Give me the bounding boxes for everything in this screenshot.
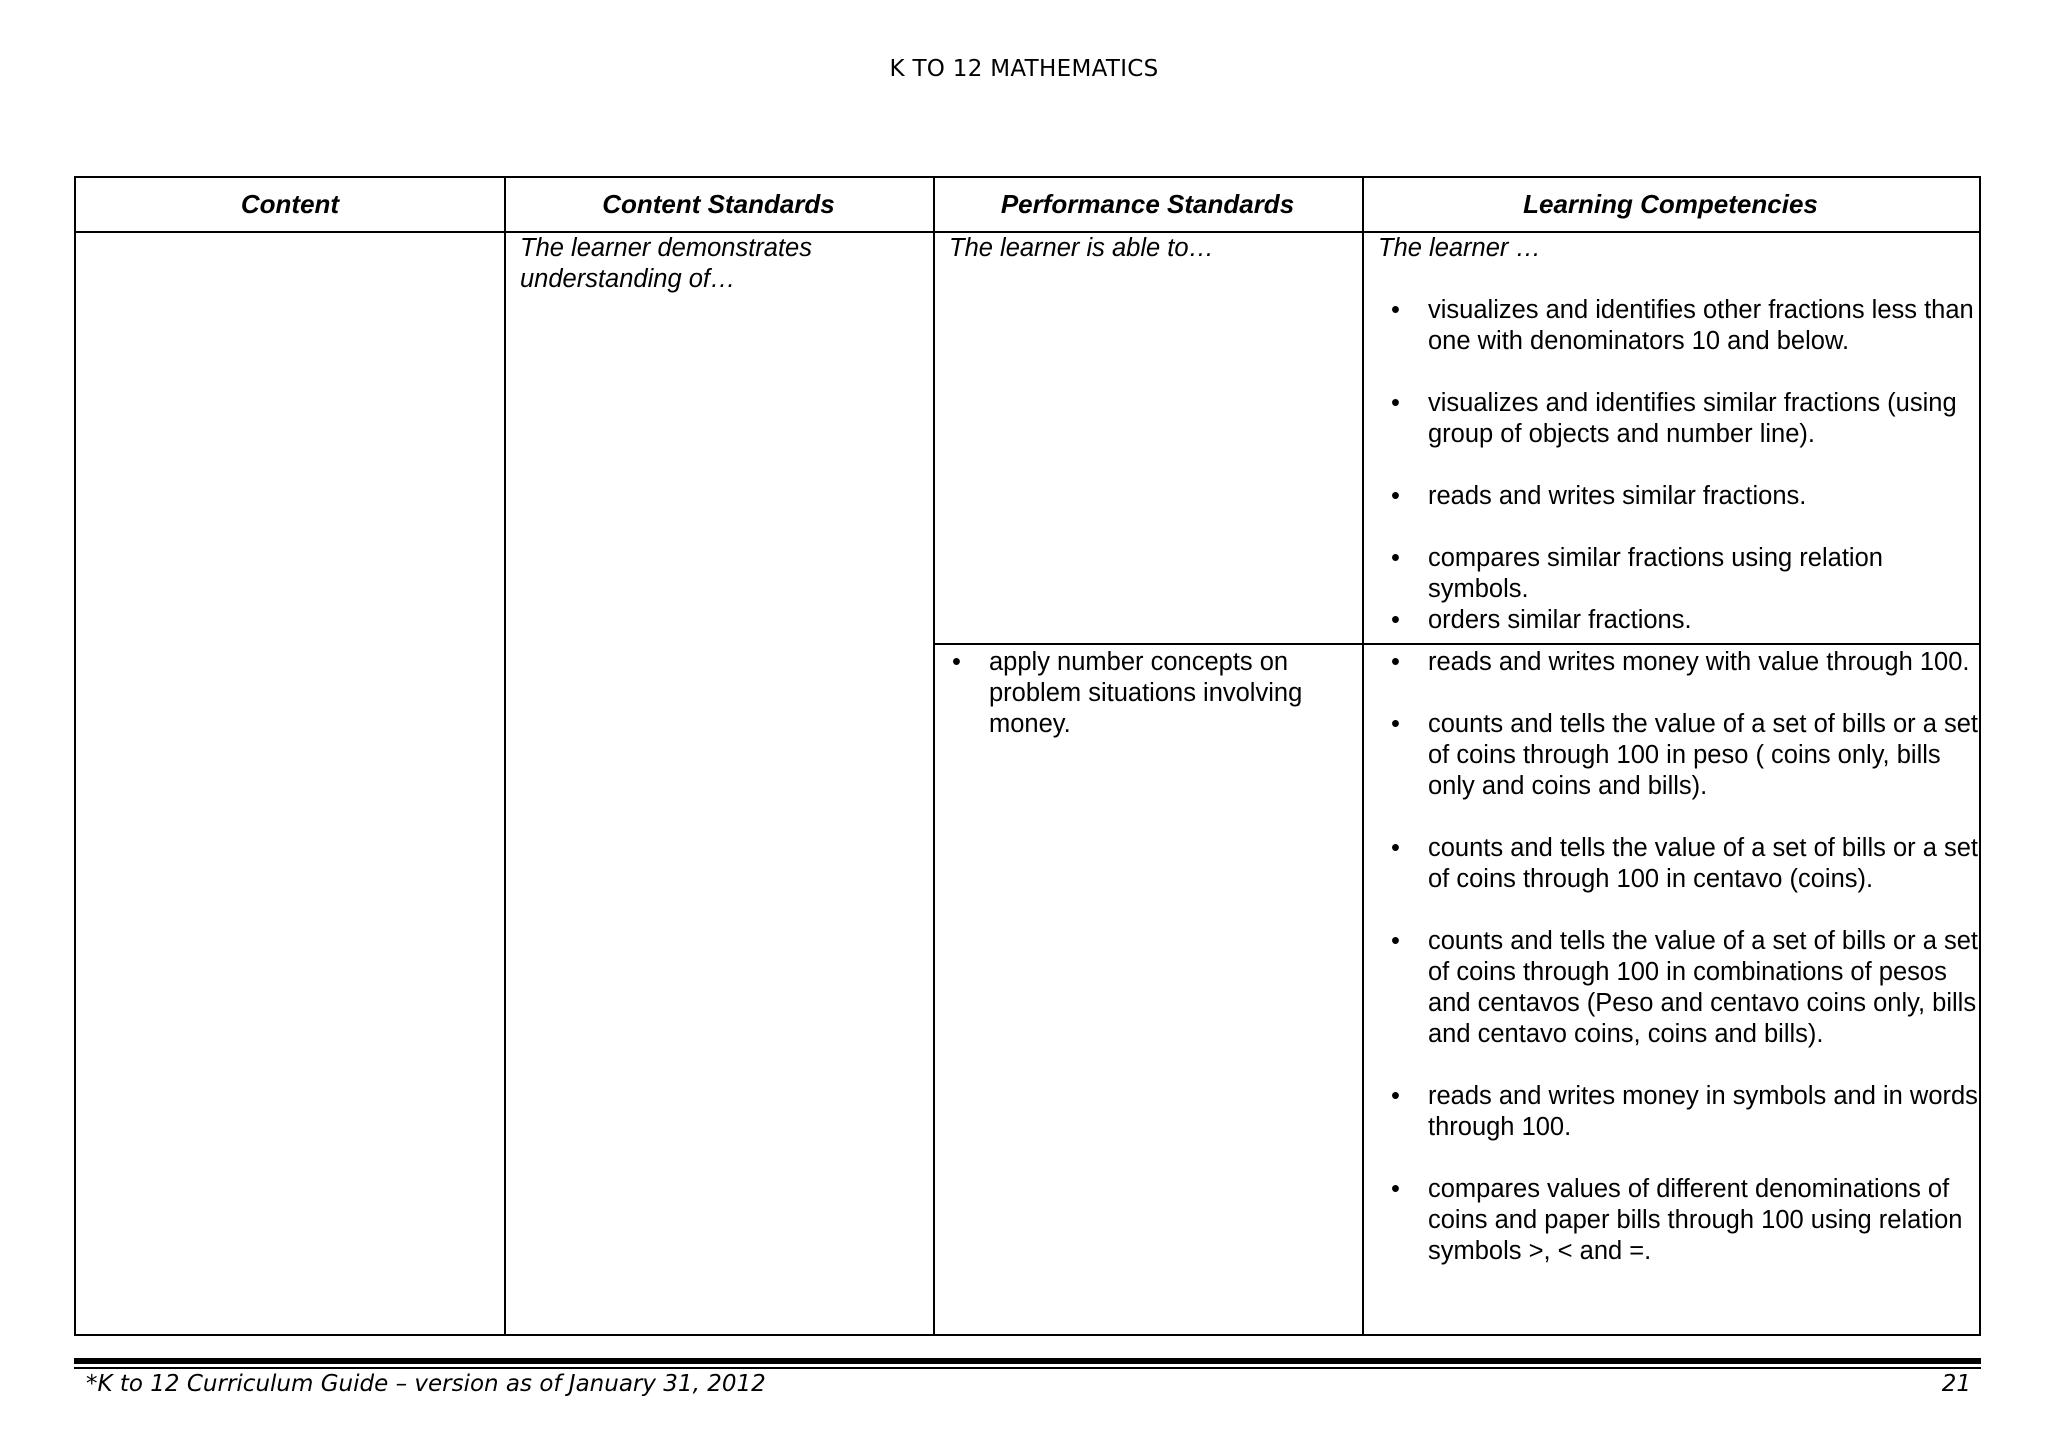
competencies-list-1 xyxy=(1378,295,1978,636)
list-item: • orders similar fractions. xyxy=(1391,606,1692,634)
list-item: • reads and writes similar fractions. xyxy=(1391,482,1807,510)
list-item: • compares values of different denominations of coins and paper bills through 100 using relation symbols >, < and =. xyxy=(1391,1175,1963,1265)
bullet-icon: • xyxy=(1391,482,1400,510)
learning-competencies-cell-1 xyxy=(1378,233,1978,636)
page-header-title: K TO 12 MATHEMATICS xyxy=(889,56,1159,82)
column-header-learning-competencies: Learning Competencies xyxy=(1523,189,1818,219)
list-item: • counts and tells the value of a set of bills or a set of coins through 100 in combinations of pesos and centavos (Peso and centavo coins only, bills and centavo coins, coins and bills). xyxy=(1391,927,1978,1048)
learning-competencies-intro: The learner … xyxy=(1378,234,1541,262)
bullet-icon: • xyxy=(1391,927,1400,955)
list-item: • compares similar fractions using relation symbols. xyxy=(1391,544,1883,603)
list-item: • counts and tells the value of a set of bills or a set of coins through 100 in peso ( coins only, bills only and coins and bills). xyxy=(1391,710,1978,800)
row-divider xyxy=(933,643,1979,645)
curriculum-table xyxy=(74,176,1981,1336)
competencies-list-2 xyxy=(1378,647,1978,1267)
performance-list-2 xyxy=(933,647,1333,740)
column-divider xyxy=(504,178,506,1334)
content-standards-cell xyxy=(520,233,920,295)
footer-guide-version: *K to 12 Curriculum Guide – version as of January 31, 2012 xyxy=(86,1371,766,1397)
bullet-icon: • xyxy=(1391,389,1400,417)
bullet-icon: • xyxy=(1391,606,1400,634)
bullet-icon: • xyxy=(1391,1175,1400,1203)
column-header-performance-standards: Performance Standards xyxy=(1000,189,1295,219)
bullet-icon: • xyxy=(1391,296,1400,324)
list-item: • reads and writes money in symbols and in words through 100. xyxy=(1391,1082,1978,1141)
column-divider xyxy=(933,178,935,1334)
bullet-icon: • xyxy=(952,648,961,676)
bullet-icon: • xyxy=(1391,1082,1400,1110)
column-header-content: Content xyxy=(240,189,340,219)
list-item: • reads and writes money with value through 100. xyxy=(1391,648,1970,676)
content-standards-intro: The learner demonstrates understanding of… xyxy=(520,234,812,293)
list-item: • visualizes and identifies similar fractions (using group of objects and number line). xyxy=(1391,389,1957,448)
learning-competencies-cell-2 xyxy=(1378,647,1978,1267)
performance-standards-cell-1 xyxy=(949,233,1349,264)
bullet-icon: • xyxy=(1391,648,1400,676)
bullet-icon: • xyxy=(1391,710,1400,738)
page-number: 21 xyxy=(1941,1371,1971,1397)
footer-rule xyxy=(74,1358,1981,1364)
list-item: • visualizes and identifies other fractions less than one with denominators 10 and below. xyxy=(1391,296,1974,355)
performance-standards-intro: The learner is able to… xyxy=(949,234,1215,262)
column-divider xyxy=(1362,178,1364,1334)
bullet-icon: • xyxy=(1391,544,1400,572)
list-item: • apply number concepts on problem situations involving money. xyxy=(952,648,1303,738)
bullet-icon: • xyxy=(1391,834,1400,862)
list-item: • counts and tells the value of a set of bills or a set of coins through 100 in centavo (coins). xyxy=(1391,834,1978,893)
performance-standards-cell-2 xyxy=(933,647,1333,740)
column-header-content-standards: Content Standards xyxy=(602,189,835,219)
footer-rule-thin xyxy=(74,1367,1981,1369)
